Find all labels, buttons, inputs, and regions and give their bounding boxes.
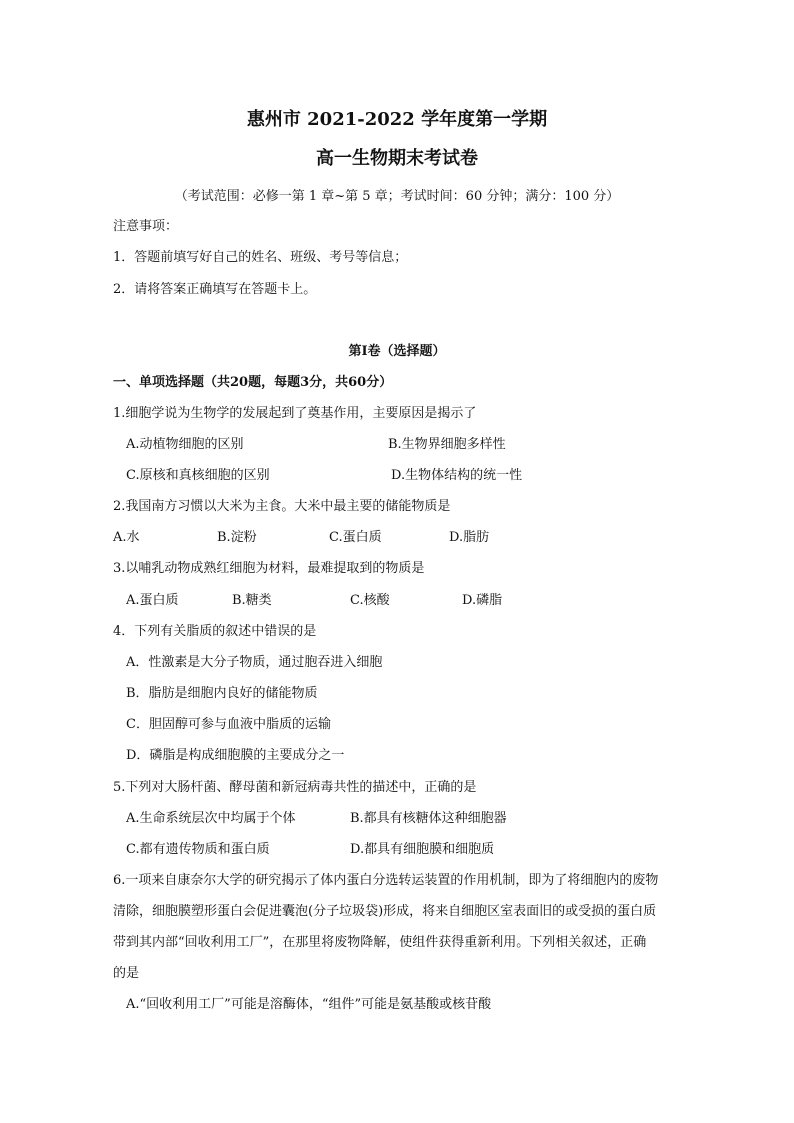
question-6-stem-line-1: 6.一项来自康奈尔大学的研究揭示了体内蛋白分选转运装置的作用机制，即为了将细胞内的废物 <box>113 873 659 888</box>
question-5-stem: 5.下列对大肠杆菌、酵母菌和新冠病毒共性的描述中，正确的是 <box>113 780 477 795</box>
question-4-option-a: A．性激素是大分子物质，通过胞吞进入细胞 <box>126 655 383 670</box>
note-item-1: 1．答题前填写好自己的姓名、班级、考号等信息； <box>113 250 408 265</box>
question-5-option-a: A.生命系统层次中均属于个体 <box>126 811 296 826</box>
exam-title: 惠州市 2021-2022 学年度第一学期 <box>246 109 548 130</box>
question-2-option-b: B.淀粉 <box>217 530 257 545</box>
question-2-option-a: A.水 <box>113 530 140 545</box>
question-6-stem-line-4: 的是 <box>113 966 140 981</box>
question-1-option-a: A.动植物细胞的区别 <box>126 437 244 452</box>
exam-subtitle: 高一生物期末考试卷 <box>316 148 478 169</box>
question-4-option-d: D．磷脂是构成细胞膜的主要成分之一 <box>126 748 345 763</box>
question-5-option-d: D.都具有细胞膜和细胞质 <box>350 842 495 857</box>
question-4-stem: 4．下列有关脂质的叙述中错误的是 <box>113 624 317 639</box>
question-3-stem: 3.以哺乳动物成熟红细胞为材料，最难提取到的物质是 <box>113 561 425 576</box>
volume-title: 第Ⅰ卷（选择题） <box>348 344 446 359</box>
question-5-option-c: C.都有遗传物质和蛋白质 <box>126 842 270 857</box>
question-3-option-c: C.核酸 <box>350 593 390 608</box>
question-2-option-d: D.脂肪 <box>449 530 490 545</box>
question-1-stem: 1.细胞学说为生物学的发展起到了奠基作用，主要原因是揭示了 <box>113 406 477 421</box>
question-4-option-c: C．胆固醇可参与血液中脂质的运输 <box>126 717 331 732</box>
note-item-2: 2．请将答案正确填写在答题卡上。 <box>113 282 317 297</box>
question-6-stem-line-2: 清除，细胞膜塑形蛋白会促进囊泡(分子垃圾袋)形成，将来自细胞区室表面旧的或受损的蛋白质 <box>113 904 657 919</box>
exam-info: （考试范围：必修一第 1 章~第 5 章；考试时间：60 分钟；满分：100 分） <box>174 189 620 204</box>
question-1-option-c: C.原核和真核细胞的区别 <box>126 468 270 483</box>
question-5-option-b: B.都具有核糖体这种细胞器 <box>350 811 507 826</box>
question-6-stem-line-3: 带到其内部“回收利用工厂”，在那里将废物降解，使组件获得重新利用。下列相关叙述，正确 <box>113 935 647 950</box>
part-title: 一、单项选择题（共20题，每题3分，共60分） <box>113 375 393 390</box>
question-1-option-d: D.生物体结构的统一性 <box>391 468 523 483</box>
question-4-option-b: B．脂肪是细胞内良好的储能物质 <box>126 686 318 701</box>
question-3-option-d: D.磷脂 <box>462 593 503 608</box>
question-3-option-a: A.蛋白质 <box>126 593 179 608</box>
question-3-option-b: B.糖类 <box>232 593 272 608</box>
question-2-stem: 2.我国南方习惯以大米为主食。大米中最主要的储能物质是 <box>113 499 451 514</box>
question-1-option-b: B.生物界细胞多样性 <box>388 437 506 452</box>
question-2-option-c: C.蛋白质 <box>329 530 382 545</box>
notes-heading: 注意事项： <box>113 219 179 234</box>
question-6-option-a: A.“回收利用工厂”可能是溶酶体，“组件”可能是氨基酸或核苷酸 <box>126 997 492 1012</box>
